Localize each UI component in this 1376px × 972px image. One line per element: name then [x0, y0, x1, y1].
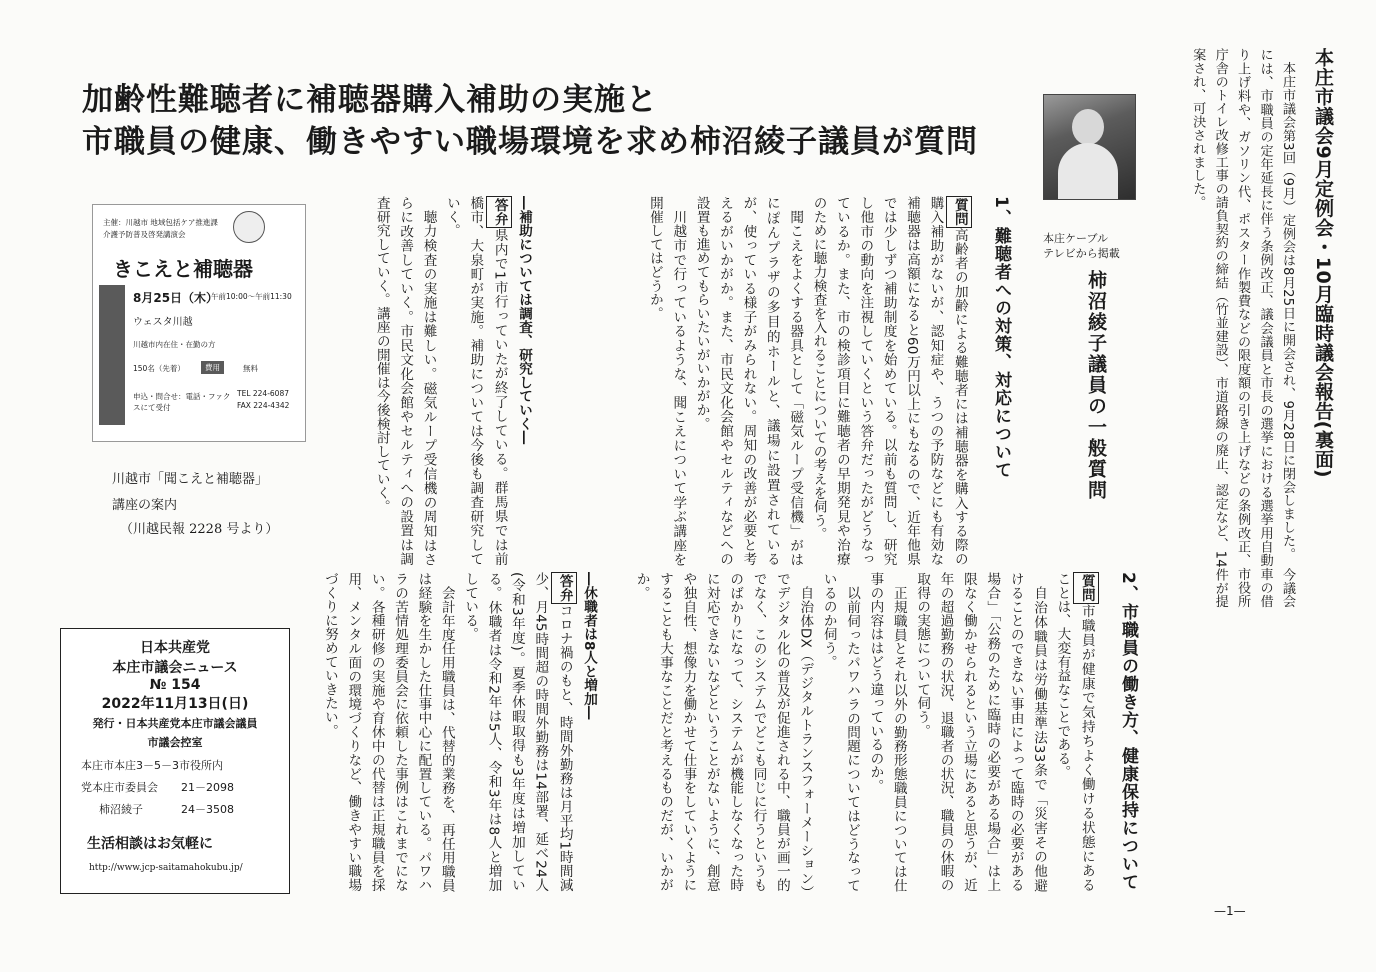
newsbox-address: 本庄市本庄3－5－3市役所内: [81, 759, 223, 772]
flyer-place-detail: 川越市内在住・在勤の方: [133, 340, 216, 349]
flyer-time: 午前10:00〜午前11:30: [211, 292, 292, 301]
section2-question-4: 以前伺ったパワハラの問題についてはどうなっているのか伺う。: [820, 572, 861, 892]
newsbox-consult: 生活相談はお気軽に: [87, 836, 213, 852]
flyer-organizer-1: 主催：川越市 地域包括ケア推進課: [103, 218, 218, 227]
newsbox-url[interactable]: http://www.jcp-saitamahokubu.jp/: [89, 863, 243, 873]
section2-answer-1: コロナ禍のもと、時間外勤務は月平均1時間減少、月45時間超の時間外勤務は14部署、延べ24人(令和3年度)。夏季休暇取得も3年度は増加している。休職者は令和2年は5人、令和3年は8人と増加している。: [462, 572, 573, 892]
newsbox-number: № 154: [149, 677, 201, 693]
photo-caption-2: テレビから掲載: [1043, 247, 1120, 260]
photo-caption-1: 本庄ケーブル: [1043, 232, 1109, 245]
section1-question-2: 聞こえをよくする器具として「磁気ループ受信機」がはにぽんプラザの多目的ホールと、議場に設置されているが、使っている様子がみられない。周知の改善が必要と考えるがいかがか。また、市民文化会館やセルティなどへの設置も進めてもらいたいがいかがか。: [693, 196, 804, 566]
column-title: 柿沼綾子議員の一般質問: [1085, 270, 1107, 501]
section2-heading: 2、市職員の働き方、健康保持について: [1118, 572, 1138, 891]
section2: [612, 572, 1142, 892]
flyer-place: ウェスタ川越: [133, 317, 193, 328]
page-number: —1—: [1214, 904, 1246, 918]
newsbox-name: 本庄市議会ニュース: [112, 660, 238, 676]
newsletter-info-box: [60, 628, 290, 894]
section2-answer-tag: 答弁: [551, 572, 576, 604]
section1-answer-2: 聴力検査の実施は難しい。磁気ループ受信機の周知はさらに改善していく。市民文化会館やセルティへの設置は調査研究していく。講座の開催は今後検討していく。: [373, 196, 437, 566]
section2-question-3: 正規職員とそれ以外の勤務形態職員については仕事の内容ははどう違っているのか。: [867, 572, 907, 892]
section1: [540, 196, 1015, 566]
section1-question-tag: 質問: [946, 196, 971, 228]
flyer-caption-3: （川越民報 2228 号より）: [120, 522, 279, 537]
newsbox-contact2-tel: 24－3508: [181, 803, 234, 816]
headline-line1: 加齢性難聴者に補聴器購入補助の実施と: [82, 82, 658, 118]
flyer-title: きこえと補聴器: [113, 257, 253, 281]
flyer-fee-label: 費用: [201, 361, 224, 374]
flyer-apply: 申込・問合せ：電話・ファクスにて受付: [133, 392, 231, 412]
section1-question-1: 高齢者の加齢による難聴者には補聴器を購入する際の購入補助がないが、認知症や、うつの予防などにも有効な補聴器は高額になると60万円以上にもなるので、近年他県では少しずつ補助制度を始めている。以前も質問し、研究し他市の動向を注視していくという答弁だったがどうなっているか。また、市の検診項目に難聴者の早期発見や治療のために聴力検査を入れることについての考えを伺う。: [810, 196, 968, 566]
flyer-date: 8月25日（木）: [133, 291, 219, 305]
section2-question-tag: 質問: [1073, 572, 1098, 604]
headline-line2: 市職員の健康、働きやすい職場環境を求め柿沼綾子議員が質問: [82, 124, 978, 160]
section1-answer: [330, 196, 535, 566]
flyer-fee: 無料: [243, 364, 258, 373]
flyer-mascot-icon: [233, 211, 265, 243]
flyer-caption-1: 川越市「聞こえと補聴器」: [112, 472, 269, 487]
flyer-fax: FAX 224-4342: [237, 401, 290, 410]
flyer-tel: TEL 224-6087: [237, 389, 289, 398]
flyer-organizer-2: 介護予防普及啓発講演会: [103, 230, 186, 239]
newsbox-publisher: 発行・日本共産党本庄市議会議員: [92, 717, 258, 730]
newsbox-contact1-name: 党本庄市委員会: [81, 781, 158, 794]
section1-answer-tag: 答弁: [486, 196, 511, 228]
newsbox-office: 市議会控室: [147, 736, 203, 749]
newsbox-party: 日本共産党: [140, 640, 210, 656]
newsbox-contact2-name: 柿沼綾子: [99, 803, 143, 816]
section1-answer-1: 県内で1市行っていたが終了している。群馬県では前橋市、大泉町が実施。補助については今後も調査研究していく。: [443, 196, 508, 566]
section2-answer-2: 会計年度任用職員は、代替的業務を、再任用職員は経験を生かした仕事中心に配置している。パワハラの苦情処理委員会に依頼した事例はこれまでにない。各種研修の実施や育休中の代替は正規職員を採用、メンタル面の環境づくりなど、働きやすい職場づくりに努めていきたい。: [321, 572, 455, 892]
section2-answer: [300, 572, 600, 892]
section1-heading: 1、難聴者への対策、対応について: [991, 196, 1011, 479]
report-title: 本庄市議会9月定例会・10月臨時議会報告(裏面): [1312, 48, 1334, 479]
report-body: 本庄市議会第3回（9月）定例会は8月25日に開会され、9月28日に閉会しました。 今議会には、市職員の定年延長に伴う条例改正、議会議員と市長の選挙における選挙用自動車の借り上げ料や、ガソリン代、ポスター作製費などの限度額の引き上げなどの条例改正、市役所庁舎のトイレ改修工事の請負契約の締結（竹並建設）、市道路線の廃止、認定など、14件が提案され、可決されました。: [1190, 48, 1295, 608]
section1-subheading: ―補助については調査、研究していく―: [516, 196, 532, 445]
section2-question-1: 市職員が健康で気持ちよく働ける状態にあることは、大変有益なことである。: [1054, 572, 1095, 892]
flyer-caption-2: 講座の案内: [112, 498, 178, 513]
speaker-photo: [1043, 94, 1136, 200]
flyer-info-bar: [99, 285, 125, 425]
newsbox-contact1-tel: 21－2098: [181, 781, 234, 794]
event-flyer: [92, 204, 306, 442]
section2-question-5: 自治体DX（デジタルトランスフォーメーション）でデジタル化の普及が促進される中、職員が画一的でなく、このシステムでどこも同じに行うというものばかりになって、システムが機能しなくなった時に対応できないなどということがないように、創意や独自性、想像力を働かせて仕事をしていくようにすることも大事なことだと考えるものだが、いかがか。: [633, 572, 814, 892]
flyer-capacity: 150名（先着）: [133, 364, 185, 373]
newsbox-date: 2022年11月13日(日): [101, 696, 249, 712]
section2-question-2: 自治体職員は労働基準法33条で「災害その他避けることのできない事由によって臨時の必要がある場合」「公務のために臨時の必要がある場合」は上限なく働かせられるという立場にあると思うが、近年の超過勤務の状況、退職者の状況、職員の休暇の取得の実態について伺う。: [914, 572, 1048, 892]
section1-question-3: 川越市で行っているような、聞こえについて学ぶ講座を開催してはどうか。: [646, 196, 687, 566]
section2-subheading: ―休職者は8人と増加―: [581, 572, 597, 720]
